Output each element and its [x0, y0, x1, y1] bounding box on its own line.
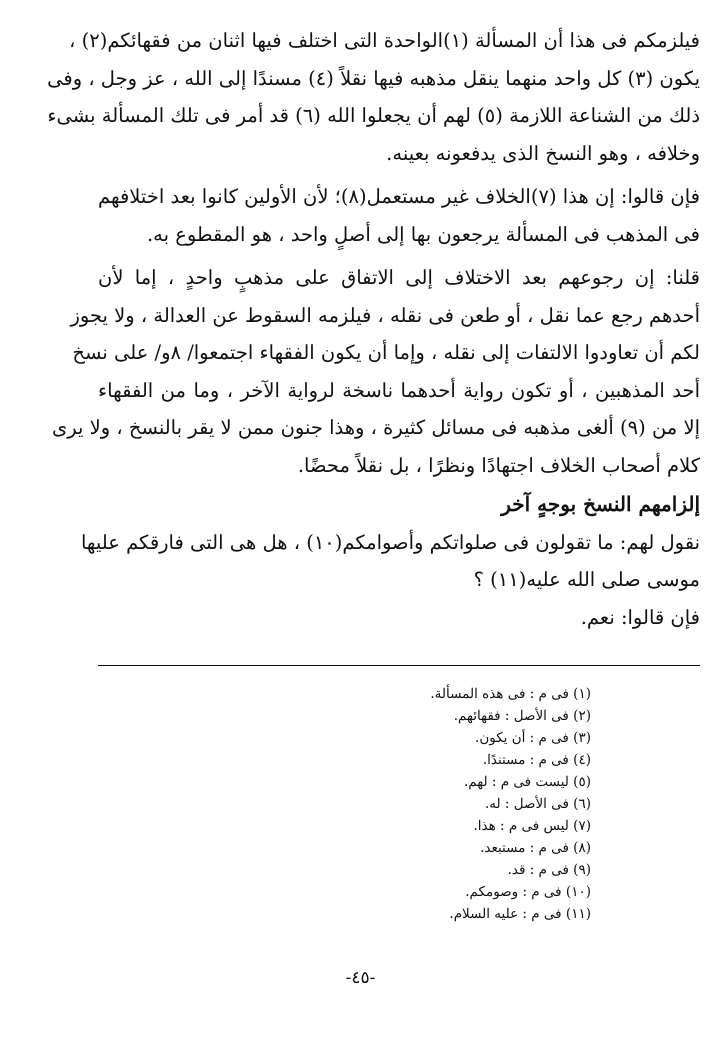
text-line: نقول لهم: ما تقولون فى صلواتكم وأصوامكم(١٠) ، هل هى التى فارقكم عليها [80, 530, 700, 554]
footnote: (٩) فى م : قد. [507, 862, 591, 878]
text-line: إلا من (٩) ألغى مذهبه فى مسائل كثيرة ، وهذا جنون ممن لا يقر بالنسخ ، ولا يرى [52, 416, 700, 439]
footnote: (٦) فى الأصل : له. [484, 796, 591, 812]
footnote: (٧) ليس فى م : هذا. [473, 818, 591, 834]
text-line: قلنا: إن رجوعهم بعد الاختلاف إلى الاتفاق على مذهبٍ واحدٍ ، إما لأن [98, 266, 700, 289]
footnotes [291, 683, 591, 925]
section-heading: إلزامهم النسخ بوجهٍ آخر [501, 492, 700, 516]
text-line: موسى صلى الله عليه(١١) ؟ [473, 568, 700, 591]
footnote: (٤) فى م : مستندًا. [482, 752, 591, 768]
text-line: فإن قالوا: إن هذا (٧)الخلاف غير مستعمل(٨)؛ لأن الأولين كانوا بعد اختلافهم [98, 185, 700, 208]
text-line: فى المذهب فى المسألة يرجعون بها إلى أصلٍ واحد ، هو المقطوع به. [146, 222, 700, 246]
footnote: (٣) فى م : أن يكون. [475, 730, 591, 746]
text-line: كلام أصحاب الخلاف اجتهادًا ونظرًا ، بل نقلاً محضًا. [297, 453, 700, 477]
footnote: (٥) ليست فى م : لهم. [464, 774, 591, 790]
text-line: فيلزمكم فى هذا أن المسألة (١)الواحدة التى اختلف فيها اثنان من فقهائكم(٢) ، [69, 29, 700, 52]
footnote: (١) فى م : فى هذه المسألة. [430, 686, 591, 702]
footnote: (٢) فى الأصل : فقهائهم. [453, 708, 591, 724]
text-line: يكون (٣) كل واحد منهما ينقل مذهبه فيها نقلاً (٤) مسندًا إلى الله ، عز وجل ، وفى [47, 66, 700, 90]
footnote: (٨) فى م : مستبعد. [480, 840, 591, 856]
page-number: -٤٥- [345, 968, 376, 988]
text-line: أحد المذهبين ، أو تكون رواية أحدهما ناسخة لرواية الآخر ، وما من الفقهاء [98, 378, 700, 402]
text-line: وخلافه ، وهو النسخ الذى يدفعونه بعينه. [386, 141, 700, 165]
text-line: لكم أن تعاودوا الالتفات إلى نقله ، وإما أن يكون الفقهاء اجتمعوا/ ٨و/ على نسخ [72, 341, 700, 364]
text-line: فإن قالوا: نعم. [580, 605, 700, 629]
footnote: (١٠) فى م : وصومكم. [465, 884, 591, 900]
main-text [47, 22, 700, 636]
text-line: أحدهم رجع عما نقل ، أو طعن فى نقله ، فيلزمه السقوط عن العدالة ، ولا يجوز [70, 303, 700, 327]
footnote-divider [98, 665, 700, 666]
text-line: ذلك من الشناعة اللازمة (٥) لهم أن يجعلوا الله (٦) قد أمر فى تلك المسألة بشىء [47, 104, 700, 127]
footnote: (١١) فى م : عليه السلام. [449, 906, 591, 922]
